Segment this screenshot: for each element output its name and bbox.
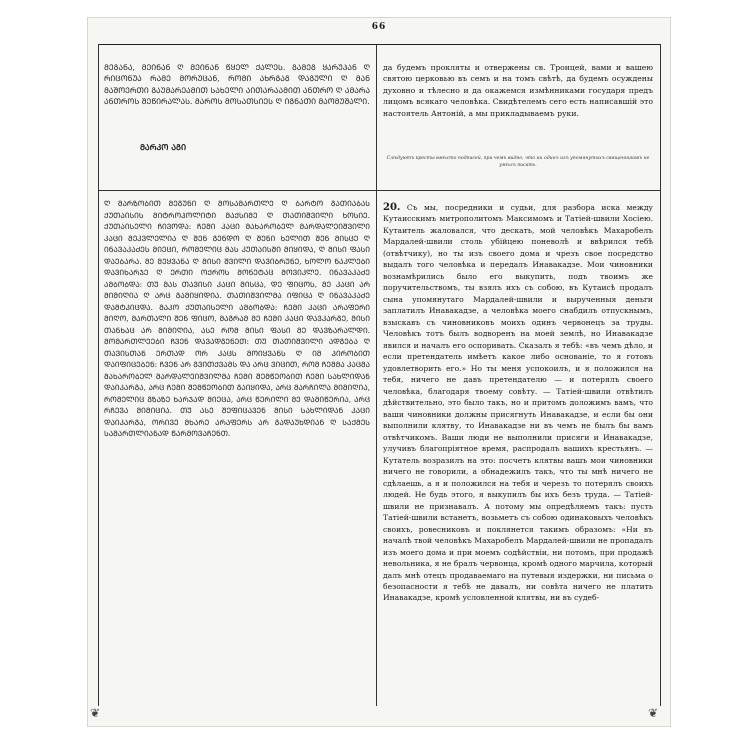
georgian-paragraph-bottom: Ღ ᲛᲐᲠᲖᲝᲑᲘᲗ ᲛᲔᲒᲣᲜᲘ Ღ ᲛᲝᲡᲐᲛᲐᲠᲗᲚᲔ Ღ ᲑᲐᲠᲢᲝ ᲒᲐᲗᲘᲐᲑᲐᲡ ᲥᲣᲗᲐᲘᲡᲘᲡ ᲛᲘᲢᲠᲝᲞᲝᲚᲘᲢᲘ ᲛᲐᲥᲡᲘᲛᲔ Ღ ᲗᲐᲗᲘᲨᲕᲘᲚᲘ ᲮᲝᲡᲘᲔ. ᲥᲣᲗᲐᲘᲡᲔᲚᲘ ᲩᲘᲕᲝᲓᲐ: ᲩᲔᲛᲘ ᲙᲐᲪᲘ ᲛᲐᲮᲐᲠᲝᲑᲔᲚ ᲛᲐᲠᲓᲐᲚᲔᲘᲨᲕᲘᲚᲘ ᲙᲐᲪᲘ ᲛᲔᲙᲕᲚᲔᲚᲘᲐ Ღ ᲨᲔᲜ ᲒᲔᲜᲓᲝ Ღ ᲨᲔᲜᲘ ᲮᲔᲚᲘᲗ ᲨᲔᲜ ᲛᲘᲡᲪᲔ Ღ ᲘᲜᲐᲕᲐᲙᲐᲫᲔᲡ ᲛᲘᲔᲪᲘ, ᲠᲝᲛᲔᲚᲘᲪ ᲛᲐᲡ ᲙᲣᲗᲐᲘᲡᲨᲘ ᲛᲘᲧᲘᲓᲐ, Ღ ᲛᲘᲡᲘ ᲤᲐᲡᲘ ᲓᲐᲔᲑᲐᲠᲐ. ᲛᲔ ᲛᲔᲧᲕᲐᲜᲐ Ღ ᲛᲘᲡᲘ ᲨᲕᲘᲚᲘ ᲓᲐᲕᲘᲑᲠᲣᲜᲔ, ᲮᲝᲚᲝ ᲜᲐᲙᲚᲔᲑᲘ ᲓᲐᲕᲘᲮᲐᲠᲯᲔ Ღ ᲔᲠᲗᲘ ᲝᲥᲠᲝᲡ ᲛᲝᲜᲔᲢᲐᲪ ᲛᲝᲕᲘᲙᲚᲔ. ᲘᲜᲐᲕᲐᲙᲐᲫᲔ ᲐᲛᲑᲝᲑᲓᲐ: ᲗᲣ ᲛᲐᲡ ᲗᲐᲕᲘᲡᲘ ᲙᲐᲪᲘ ᲛᲘᲡᲪᲐ, ᲓᲔ ᲤᲘᲪᲝᲡ, ᲛᲔ ᲙᲐᲪᲘ ᲐᲠ ᲛᲘᲛᲘᲦᲘᲐ Ღ ᲐᲠᲪ ᲒᲐᲛᲘᲧᲘᲓᲘᲐ. ᲗᲐᲗᲘᲨᲕᲘᲚᲛᲐ ᲘᲤᲘᲪᲐ Ღ ᲘᲜᲐᲕᲐᲙᲐᲫᲔ ᲓᲐᲛᲢᲙᲘᲪᲓᲐ. ᲛᲐᲙᲝ ᲥᲣᲗᲐᲘᲡᲔᲚᲘ ᲐᲛᲑᲝᲑᲓᲐ: ᲩᲔᲛᲘ ᲙᲐᲪᲘ ᲐᲠᲐᲤᲔᲠᲘ ᲛᲘᲦᲝ, ᲛᲐᲠᲗᲐᲚᲘ ᲨᲔᲜ ᲤᲘᲪᲝ, ᲛᲐᲒᲠᲐᲛ ᲛᲔ ᲩᲔᲛᲘ ᲙᲐᲪᲘ ᲓᲐᲕᲙᲐᲠᲒᲔ, ᲛᲘᲡᲘ ᲗᲐᲜᲮᲐᲪ ᲐᲠ ᲛᲘᲛᲘᲦᲘᲐ, ᲐᲡᲔ ᲠᲝᲛ ᲛᲘᲡᲘ ᲤᲐᲡᲘ ᲛᲔ ᲓᲐᲕᲖᲐᲠᲐᲚᲓᲘ. ᲛᲝᲛᲐᲠᲗᲚᲔᲔᲑᲘ ᲩᲕᲔᲜ ᲓᲐᲕᲐᲓᲒᲔᲜᲔᲗ: ᲗᲣ ᲗᲐᲗᲘᲨᲕᲘᲚᲘ ᲐᲓᲒᲔᲑᲐ Ღ ᲗᲐᲕᲘᲡᲗᲐᲜ ᲔᲠᲗᲐᲓ ᲝᲠ ᲙᲐᲪᲡ ᲛᲝᲘᲧᲕᲐᲜᲡ Ღ ᲘᲛ ᲞᲘᲠᲝᲑᲘᲗ ᲓᲐᲘᲤᲘᲪᲔᲑᲔᲜ: ᲩᲕᲔᲜ ᲐᲠ ᲒᲕᲘᲗᲥᲕᲐᲛᲡ ᲓᲐ ᲐᲠᲪ ᲕᲘᲪᲘᲗ, ᲠᲝᲛ ᲩᲔᲛᲛᲐ ᲙᲐᲪᲛᲐ ᲛᲐᲮᲐᲠᲝᲑᲔᲚ ᲛᲐᲠᲓᲐᲚᲔᲘᲨᲕᲘᲚᲛᲐ ᲩᲔᲛᲘ ᲨᲔᲛᲬᲔᲝᲑᲘᲗ ᲩᲔᲛᲘ ᲡᲐᲮᲚᲘᲓᲐᲜ ᲓᲐᲘᲙᲐᲠᲒᲐ, ᲐᲠᲪ ᲩᲔᲛᲘ ᲨᲔᲛᲬᲔᲝᲑᲘᲗ ᲒᲐᲘᲧᲘᲓᲐ, ᲐᲠᲪ ᲛᲐᲠᲩᲘᲚᲐ ᲛᲘᲛᲘᲦᲘᲐ, ᲠᲝᲛᲔᲚᲘᲪ ᲒᲖᲐᲖᲔ ᲮᲐᲠᲯᲐᲓ ᲛᲘᲔᲪᲐ, ᲐᲠᲪ ᲬᲔᲠᲘᲚᲘ ᲛᲔ ᲓᲐᲛᲘᲬᲔᲠᲘᲐ, ᲐᲠᲪ ᲠᲩᲔᲕᲐ ᲛᲘᲛᲘᲪᲘᲐ. ᲗᲣ ᲐᲡᲔ ᲨᲔᲤᲘᲪᲐᲕᲔᲜ ᲛᲘᲡᲘ ᲡᲐᲮᲚᲘᲓᲐᲜ ᲙᲐᲪᲘ ᲓᲐᲘᲙᲐᲠᲒᲐ, ᲝᲠᲘᲕᲔ ᲛᲮᲐᲠᲔ ᲐᲠᲐᲤᲔᲠᲡ ᲐᲠ ᲒᲐᲓᲐᲣᲮᲓᲘᲐᲜ Ღ ᲡᲐᲥᲛᲔᲡ ᲡᲐᲛᲐᲠᲗᲚᲘᲐᲜᲐᲓ ᲬᲐᲠᲛᲝᲕᲐᲩᲔᲜᲗ.: [104, 199, 371, 438]
frame-right-rule: [660, 44, 661, 706]
document-page: [88, 18, 670, 726]
article-number: 20.: [383, 202, 401, 213]
georgian-signature: ᲛᲐᲠᲙᲝ ᲐᲒᲘ: [140, 142, 187, 152]
column-divider: [376, 44, 377, 706]
russian-paragraph-top: да будемъ прокляты и отвержены св. Троицей, вами и вашею святою церковью въ семъ и на томъ свѣтѣ, да будемъ осуждены духовно и тѣлесно и да окажемся измѣнниками государя предъ лицомъ всякаго человѣка. Свидѣтелемъ сего есть написавшій это настоятель Антоній, а мы прикладываемъ руки.: [383, 63, 653, 118]
section-divider: [98, 190, 661, 191]
georgian-paragraph-top: ᲛᲔᲒᲐᲜᲐ, ᲛᲔᲘᲜᲐᲜ Ღ ᲛᲔᲘᲜᲐᲜ ᲬᲧᲔᲚ ᲥᲐᲚᲔᲡ. ᲒᲐᲛᲔᲒ ᲧᲐᲠᲣᲞᲐᲜ Ღ ᲠᲘᲪᲝᲜᲣᲐ ᲠᲐᲛᲔ ᲛᲝᲠᲣᲪᲐᲜ, ᲠᲝᲛᲘ ᲐᲮᲠᲒᲐᲒ ᲓᲐᲒᲣᲚᲘ Ღ ᲛᲐᲜ ᲛᲐᲨᲝᲔᲠᲗᲘ ᲒᲐᲣᲛᲐᲠᲔᲐᲛᲘᲗ ᲡᲐᲮᲔᲚᲘ ᲐᲘᲗᲐᲠᲐᲐᲛᲘᲗ ᲐᲜᲗᲠᲝ Ღ ᲐᲛᲐᲠᲐ ᲐᲜᲗᲠᲝᲡ ᲨᲔᲬᲘᲠᲐᲚᲐᲡ. ᲛᲐᲠᲝᲡ ᲛᲝᲡᲐᲗᲡᲘᲔᲡ Ღ ᲘᲒᲜᲐᲗᲘ ᲛᲐᲝᲛᲣᲨᲐᲚᲘ.: [104, 63, 370, 107]
article-body: Съ мы, посредники и судьи, для разбора иска между Кутаисскимъ митрополитомъ Максимомъ и Татіей-швили Хосіею. Кутаитель жаловался, что дескать, мой человѣкъ Махаробелъ Мардалей-швили столь убійцею поневолѣ и ввѣрился тебѣ (отвѣтчику), но ты изъ своего дома и чрезъ свое посредство выдалъ того человѣка и передалъ Инавакадзе. Мои чиновники вознамѣрились было его выкупить, подъ твоимъ же поручительствомъ, ты взялъ ихъ съ собою, въ Кутаисѣ продалъ сына упомянутаго Мардалей-швили и вырученныя деньги заплатилъ Инавакадзе, а человѣка моего снабдилъ отпускнымъ, взыскавъ съ чиновниковъ моихъ одинъ червонецъ за труды. Человѣкъ тотъ былъ водворенъ на моей землѣ, но Инавакадзе явился и началъ его оспоривать. Сказалъ я тебѣ: «въ чемъ дѣло, и если претендатель имѣетъ какое либо основаніе, то я готовъ удовлетворить его.» Но ты меня успокоилъ, и я положился на тебя, ничего не давъ претендателю — и потерялъ своего человѣка, благодаря твоему совѣту. — Татіей-швили отвѣтилъ дѣйствительно, это было такъ, но и притомъ доложимъ вамъ, что ваши чиновники должны присягнуть Инавакадзе, и если бы они выполнили клятву, то Инавакадзе ни въ чемъ не былъ бы вамъ отвѣтчикомъ. Ваши люди не выполнили присяги и Инавакадзе, улучивъ благопріятное время, распродалъ вашихъ крестьянъ. — Кутатель возразилъ на это: посчетъ клятвы вашъ мои чиновники ничего не говорили, а обнадежилъ такъ, что ты мнѣ ничего не сдѣлаешь, а я и положился на тебя и черезъ то потерялъ своихъ людей. Не будь этого, я выкупилъ бы ихъ безъ труда. — Татіей-швили не признавалъ. А потому мы опредѣляемъ такъ: пусть Татіей-швили встанетъ, возьметъ съ собою одинаковыхъ человѣкъ своихъ, ровесниковъ и поклянется такимъ образомъ: «Ни въ началѣ твой человѣкъ Махаробелъ Мардалей-швили не пропадалъ изъ моего дома и при моемъ содѣйствіи, ни потомъ, при продажѣ невольника, я не бралъ червонца, кромѣ одного марчила, который далъ мнѣ отецъ продаваемаго на путевыя издержки, ни письма о безопасности я тебѣ не давалъ, ни совѣта ничего не платить Инавакадзе, кромѣ условленной клятвы, ни въ судеб-: [383, 203, 653, 603]
ornament-bottom-left-icon: ❦: [90, 706, 101, 720]
russian-paragraph-bottom: [383, 202, 653, 604]
russian-text-bottom: [383, 202, 653, 604]
page-number: 66: [371, 22, 387, 32]
frame-left-rule: [98, 44, 99, 706]
russian-text-top: [383, 62, 653, 119]
ornament-bottom-right-icon: ❦: [648, 706, 659, 720]
frame-top-rule: [98, 44, 660, 45]
georgian-text-bottom: [104, 198, 370, 440]
footnote: Слѣдуютъ кресты вмѣсто подписей, при чемъ видно, что ни одинъ изъ упомянутыхъ священниковъ не умѣлъ писать.: [386, 156, 650, 168]
georgian-text-top: [104, 62, 370, 108]
